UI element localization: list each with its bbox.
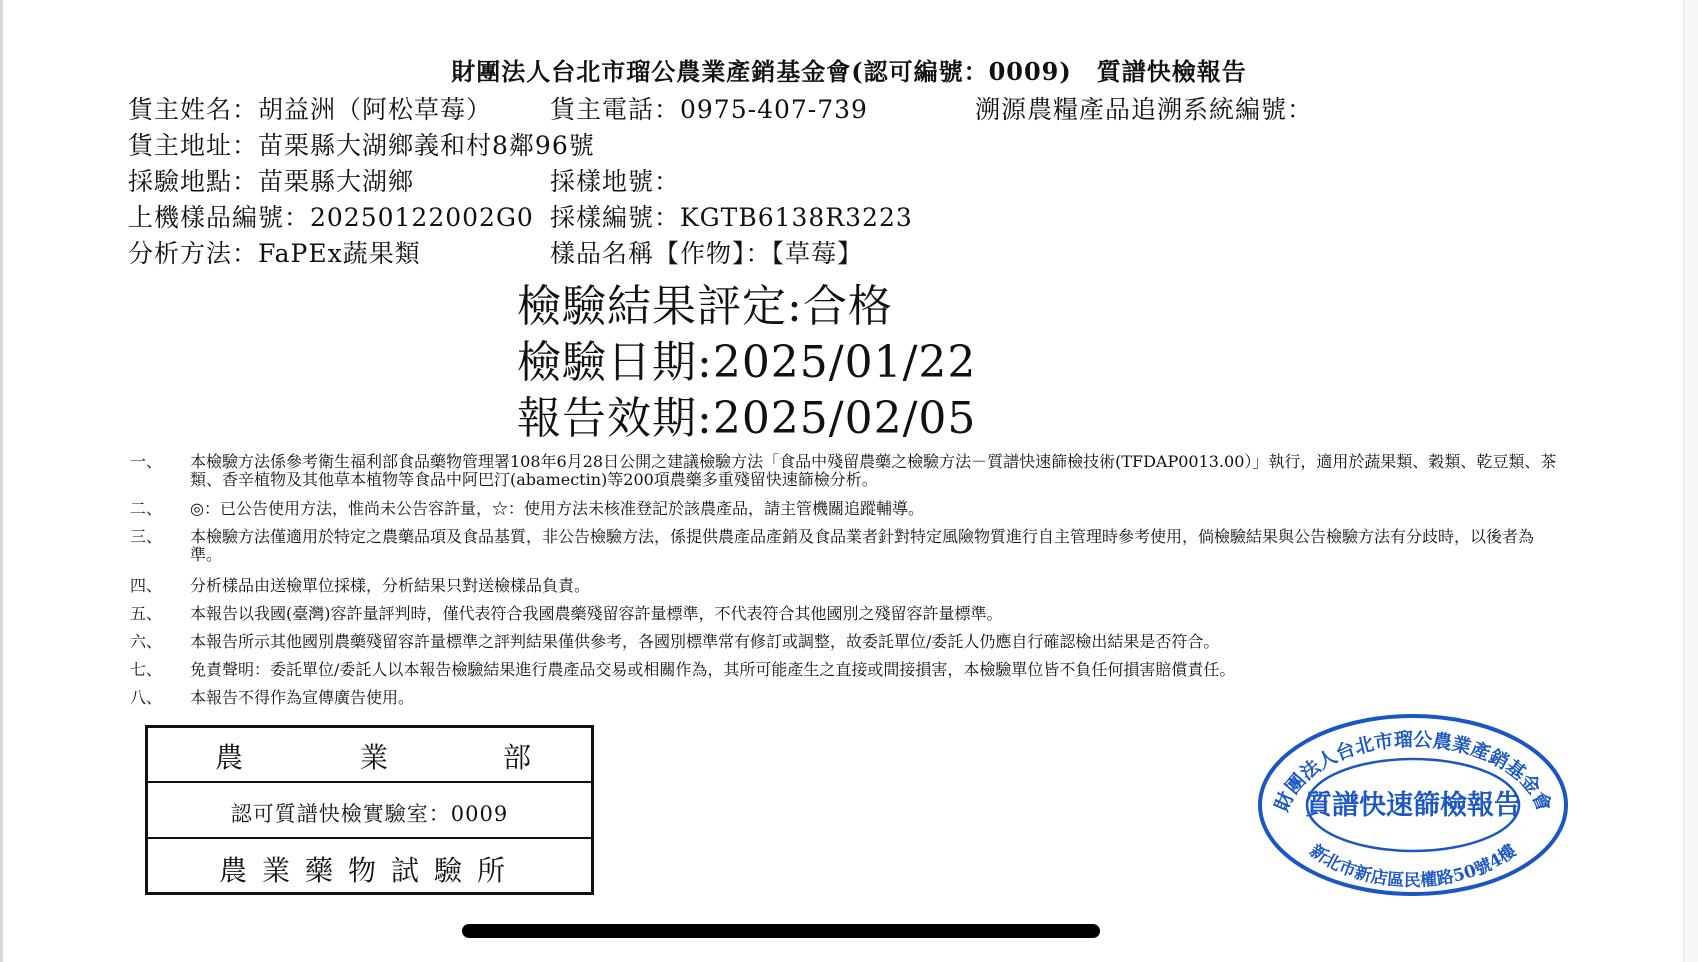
note-item <box>130 661 1560 679</box>
note-number: 二、 <box>130 499 163 518</box>
result-verdict: 檢驗結果評定:合格 <box>517 281 893 332</box>
home-indicator-bar[interactable] <box>462 924 1100 938</box>
report-title: 財團法人台北市瑠公農業產銷基金會(認可編號：0009) 質譜快檢報告 <box>451 57 1247 86</box>
machine-sample-number: 上機樣品編號：20250122002G0 <box>128 203 534 232</box>
sampling-lot: 採樣地號： <box>550 167 681 196</box>
note-number: 七、 <box>130 660 163 679</box>
test-date: 檢驗日期:2025/01/22 <box>517 337 977 388</box>
seal-bottom-text: 新北市新店區民權路50號4樓 <box>1305 840 1521 892</box>
owner-phone: 貨主電話：0975-407-739 <box>550 95 868 124</box>
lab-accreditation: 認可質譜快檢實驗室：0009 <box>230 802 509 826</box>
note-number: 五、 <box>130 604 163 623</box>
note-number: 八、 <box>130 688 163 707</box>
accreditation-row <box>148 783 591 839</box>
note-item <box>130 605 1560 623</box>
note-number: 一、 <box>130 452 163 471</box>
note-text: ◎：已公告使用方法，惟尚未公告容許量，☆：使用方法未核准登記於該農產品，請主管機關追蹤輔導。 <box>190 499 924 518</box>
sample-name: 樣品名稱【作物】：【草莓】 <box>550 239 864 268</box>
ministry-row <box>148 728 591 783</box>
note-number: 六、 <box>130 632 163 651</box>
note-item <box>130 453 1560 489</box>
seal-center-text: 質譜快速篩檢報告 <box>1305 790 1521 821</box>
ministry-char: 業 <box>360 741 389 774</box>
seal-top-text: 財團法人台北市瑠公農業產銷基金會 <box>1270 728 1556 815</box>
sampling-place: 採驗地點：苗栗縣大湖鄉 <box>128 167 415 196</box>
note-number: 三、 <box>130 527 163 546</box>
analysis-method: 分析方法：FaPEx蔬果類 <box>128 239 421 268</box>
note-item <box>130 500 1560 518</box>
institute-name: 農業藥物試驗所 <box>218 854 520 887</box>
note-item <box>130 633 1560 651</box>
note-item <box>130 528 1560 564</box>
note-text: 分析樣品由送檢單位採樣，分析結果只對送檢樣品負責。 <box>190 576 591 595</box>
ministry-char: 農 <box>215 741 244 774</box>
owner-address: 貨主地址：苗栗縣大湖鄉義和村8鄰96號 <box>128 131 595 160</box>
note-text: 本檢驗方法係參考衛生福利部食品藥物管理署108年6月28日公開之建議檢驗方法「食品中殘留農藥之檢驗方法－質譜快速篩檢技術(TFDAP0013.00）」執行，適用於蔬果類、穀類、乾豆類、茶類、香辛植物及其他草本植物等食品中阿巴汀(abamectin)等200項農藥多重殘留快速篩檢分析。 <box>190 452 1557 489</box>
note-text: 免責聲明：委託單位/委託人以本報告檢驗結果進行農產品交易或相關作為，其所可能產生之直接或間接損害，本檢驗單位皆不負任何損害賠償責任。 <box>190 660 1236 679</box>
note-item <box>130 689 1560 707</box>
ministry-char: 部 <box>503 741 532 774</box>
note-text: 本報告以我國(臺灣)容許量評判時，僅代表符合我國農藥殘留容許量標準，不代表符合其他國別之殘留容許量標準。 <box>190 604 1003 623</box>
lab-certification-box <box>145 725 594 895</box>
note-item <box>130 577 1560 595</box>
owner-name: 貨主姓名：胡益洲（阿松草莓） <box>128 95 493 124</box>
institute-row <box>148 839 591 892</box>
note-text: 本報告不得作為宣傳廣告使用。 <box>190 688 415 707</box>
trace-number: 溯源農糧產品追溯系統編號： <box>975 95 1314 124</box>
note-text: 本檢驗方法僅適用於特定之農藥品項及食品基質，非公告檢驗方法，係提供農產品產銷及食品業者針對特定風險物質進行自主管理時參考使用，倘檢驗結果與公告檢驗方法有分歧時，以後者為準。 <box>190 527 1535 564</box>
note-text: 本報告所示其他國別農藥殘留容許量標準之評判結果僅供參考，各國別標準常有修訂或調整，故委託單位/委託人仍應自行確認檢出結果是否符合。 <box>190 632 1220 651</box>
page-right-edge <box>1683 0 1698 962</box>
note-number: 四、 <box>130 576 163 595</box>
official-seal-stamp <box>1256 712 1570 898</box>
sample-number: 採樣編號：KGTB6138R3223 <box>550 203 913 232</box>
report-valid-until: 報告效期:2025/02/05 <box>517 393 977 444</box>
page-left-edge <box>0 0 3 962</box>
